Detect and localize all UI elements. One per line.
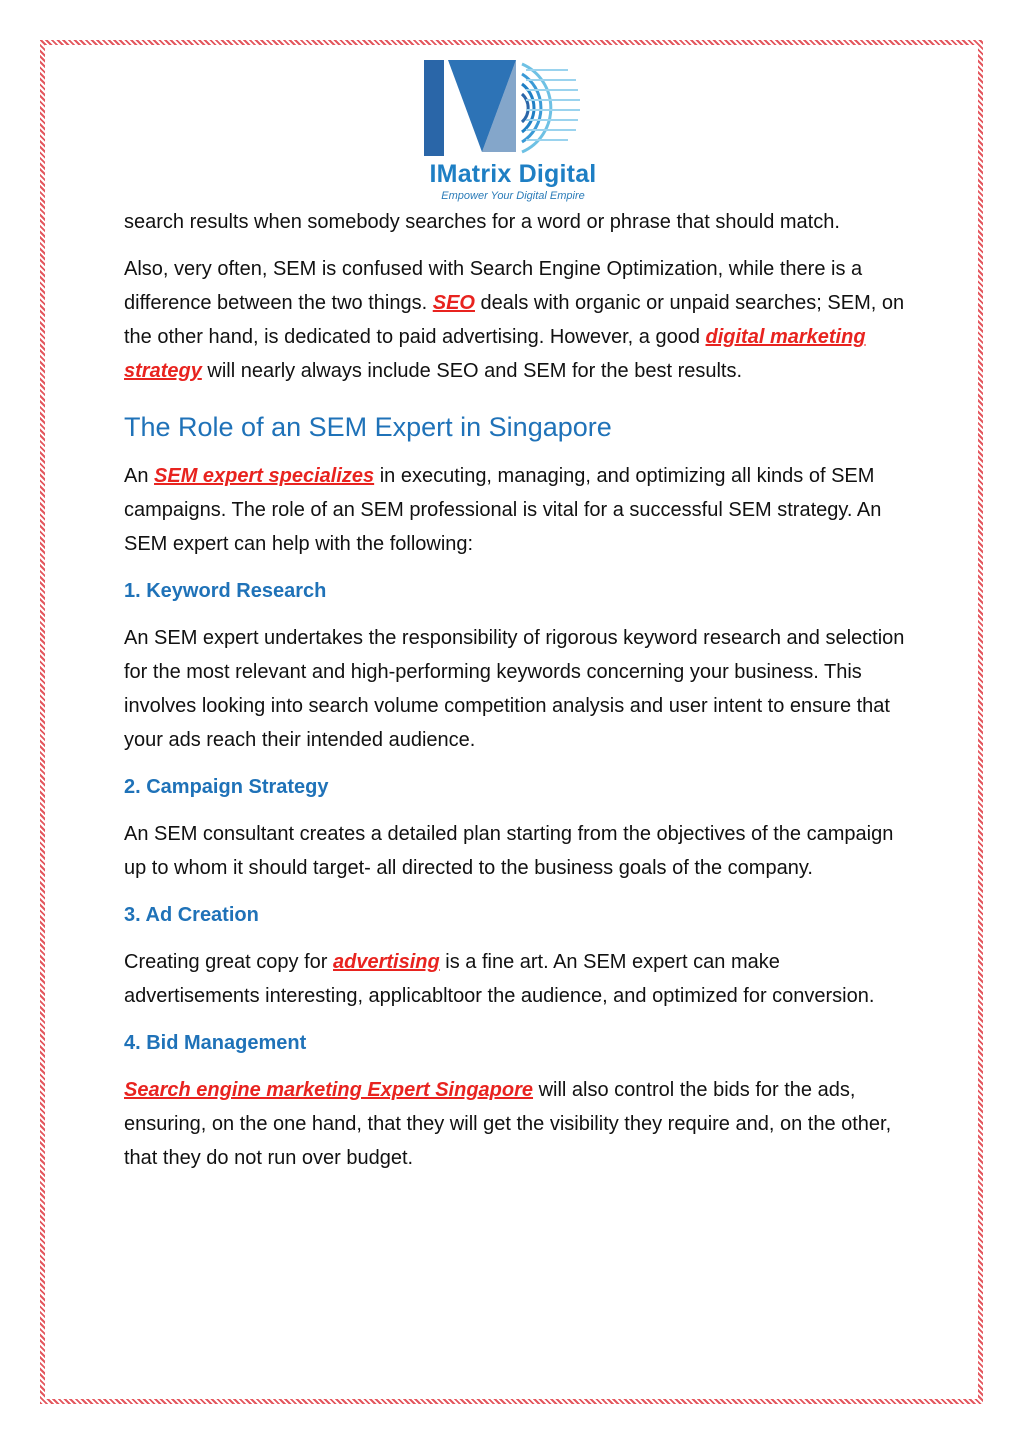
paragraph-keyword-research: An SEM expert undertakes the responsibility of rigorous keyword research and selection for the most relevant and high-performing keywords concerning your business. This involves looking into search volume competition analysis and user intent to ensure that your ads reach their intended audience. xyxy=(124,627,905,751)
im-monogram-globe-icon xyxy=(418,56,608,160)
logo-tagline: Empower Your Digital Empire xyxy=(441,190,585,202)
paragraph-sem-vs-seo: Also, very often, SEM is confused with Search Engine Optimization, while there is a difference between the two things. SEO deals with organic or unpaid searches; SEM, on the other hand, is dedicated to paid advertising. However, a good digital marketing strategy will nearly always include SEO and SEM for the best results. xyxy=(124,258,905,382)
link-advertising[interactable]: advertising xyxy=(333,951,440,973)
paragraph-ad-creation: Creating great copy for advertising is a fine art. An SEM expert can make advertisements interesting, applicabltoor the audience, and optimized for conversion. xyxy=(124,951,875,1007)
link-sem-expert-singapore[interactable]: Search engine marketing Expert Singapore xyxy=(124,1079,534,1101)
link-digital-marketing-strategy[interactable]: digital marketing strategy xyxy=(124,326,866,382)
link-sem-expert[interactable]: SEM expert specializes xyxy=(154,465,375,487)
heading-keyword-research: 1. Keyword Research xyxy=(124,580,327,602)
heading-campaign-strategy: 2. Campaign Strategy xyxy=(124,776,329,798)
paragraph-bid-management: Search engine marketing Expert Singapore will also control the bids for the ads, ensuring, on the one hand, that they will get the visibility they require and, on the other, that they do not run over budget. xyxy=(124,1079,892,1169)
paragraph-intro: search results when somebody searches for a word or phrase that should match. xyxy=(124,211,840,233)
section-title: The Role of an SEM Expert in Singapore xyxy=(124,412,612,442)
logo-name: IMatrix Digital xyxy=(429,160,597,188)
paragraph-campaign-strategy: An SEM consultant creates a detailed plan starting from the objectives of the campaign up to whom it should target- all directed to the business goals of the company. xyxy=(124,823,894,879)
link-seo[interactable]: SEO xyxy=(432,292,475,314)
heading-bid-management: 4. Bid Management xyxy=(124,1032,307,1054)
company-logo xyxy=(418,56,608,206)
heading-ad-creation: 3. Ad Creation xyxy=(124,904,259,926)
section-intro: An SEM expert specializes in executing, managing, and optimizing all kinds of SEM campaigns. The role of an SEM professional is vital for a successful SEM strategy. An SEM expert can help with the following: xyxy=(124,465,882,555)
article-body xyxy=(124,205,914,1188)
